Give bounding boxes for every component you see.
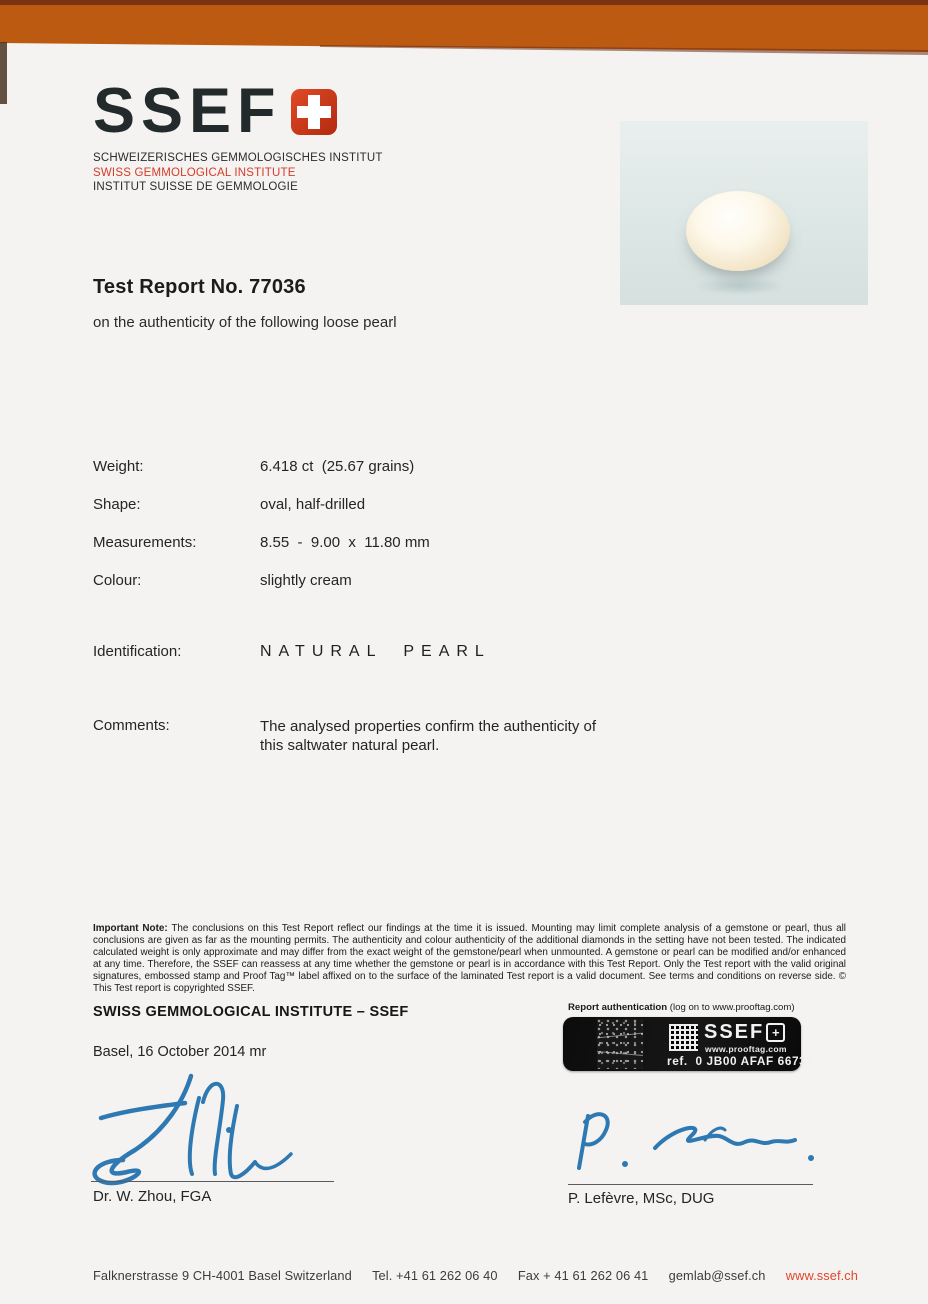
identification-value: NATURAL PEARL [260,643,491,660]
property-label-weight: Weight: [93,458,144,475]
comments-label: Comments: [93,717,170,734]
issue-dateline: Basel, 16 October 2014 mr [93,1044,267,1060]
footer-fax: Fax + 41 61 262 06 41 [517,1268,649,1283]
scan-top-band [0,0,928,62]
footer-address: Falknerstrasse 9 CH-4001 Basel Switzerland [93,1268,352,1283]
sticker-cross-icon: + [766,1023,785,1042]
identification-label: Identification: [93,643,182,660]
sticker-url: www.prooftag.com [705,1044,787,1054]
signature-line-left [91,1181,334,1182]
pearl-reflection [694,277,786,295]
signature-lefevre [555,1106,835,1188]
comments-row [93,717,600,755]
signature-zhou [83,1068,343,1186]
prooftag-sticker [563,1017,814,1071]
identification-row [93,643,491,661]
logo-subtitle-fr: INSTITUT SUISSE DE GEMMOLOGIE [93,181,298,193]
logo-subtitle-de: SCHWEIZERISCHES GEMMOLOGISCHES INSTITUT [93,152,383,164]
property-label-colour: Colour: [93,572,142,589]
property-value-colour: slightly cream [260,572,352,589]
report-subtitle: on the authenticity of the following loose pearl [93,314,397,331]
property-value-weight: 6.418 ct (25.67 grains) [260,458,415,475]
ssef-wordmark: SSEF [93,76,282,146]
footer-contact-bar [93,1268,858,1283]
signatory-name-left: Dr. W. Zhou, FGA [93,1188,212,1205]
sticker-ssef-logo [704,1022,785,1042]
pearl-image [686,191,790,271]
footer-email: gemlab@ssef.ch [668,1268,766,1283]
sticker-ssef-text: SSEF [704,1021,765,1043]
issuer-name: SWISS GEMMOLOGICAL INSTITUTE – SSEF [93,1004,409,1020]
property-label-shape: Shape: [93,496,141,513]
footer-tel: Tel. +41 61 262 06 40 [372,1268,498,1283]
important-note [93,923,846,994]
footer-website: www.ssef.ch [785,1268,858,1283]
pearl-photo [620,121,868,305]
prooftag-bubble-tag [597,1019,643,1069]
logo-subtitle-en: SWISS GEMMOLOGICAL INSTITUTE [93,166,296,179]
qr-code-icon [669,1024,698,1051]
property-value-shape: oval, half-drilled [260,496,366,513]
authentication-caption [568,1002,795,1013]
swiss-cross-icon [290,88,338,141]
authentication-caption-rest: (log on to www.prooftag.com) [667,1002,795,1013]
properties-table [93,458,430,589]
scan-edge-shadow [0,42,7,104]
property-value-measurements: 8.55 - 9.00 x 11.80 mm [260,534,430,551]
report-title: Test Report No. 77036 [93,276,306,298]
important-note-label: Important Note: [93,923,168,934]
signatory-name-right: P. Lefèvre, MSc, DUG [568,1190,715,1207]
sticker-ref-number: ref. 0 JB00 AFAF 66737 [667,1054,814,1068]
signature-line-right [568,1184,813,1185]
comments-value: The analysed properties confirm the authenticity of this saltwater natural pearl. [260,718,597,754]
important-note-text: The conclusions on this Test Report reflect our findings at the time it is issued. Mounting may limit complete analysis of a gemstone or pearl, thus all conclusions are given as far as the mounting permits. The authenticity and colour authenticity of the additional diamonds in the setting have not been tested. The indicated calculated weight is only approximate and may differ from the exact weight of the gemstone/pearl when unmounted. A gemstone or pearl can be modified and/or enhanced at any time. Therefore, the SSEF can reassess at any time whether the gemstone or pearl is in accordance with this Test Report. Only the Test report with the valid original signatures, embossed stamp and Proof Tag™ label affixed on to the surface of the laminated Test report is a valid document. See terms and conditions on reverse side. © This Test report is copyrighted SSEF. [93,923,847,994]
property-label-measurements: Measurements: [93,534,197,551]
authentication-caption-bold: Report authentication [568,1002,668,1013]
ssef-logo [93,76,383,195]
